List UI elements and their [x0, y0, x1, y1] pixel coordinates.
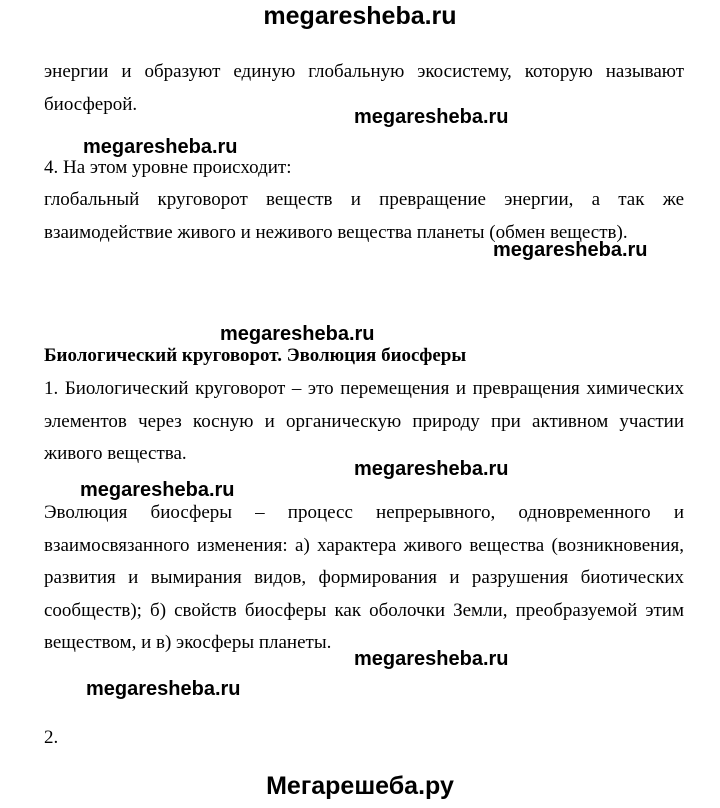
watermark: megaresheba.ru: [354, 106, 509, 128]
header-watermark: megaresheba.ru: [263, 2, 457, 30]
paragraph-biosphere: энергии и образуют единую глобальную экосистему, которую называют биосферой.: [44, 61, 684, 115]
watermark: megaresheba.ru: [354, 648, 509, 670]
watermark: megaresheba.ru: [354, 458, 509, 480]
watermark: megaresheba.ru: [220, 323, 375, 345]
watermark: megaresheba.ru: [80, 479, 235, 501]
item-4-label: 4. На этом уровне происходит:: [44, 157, 292, 178]
section-heading: Биологический круговорот. Эволюция биосферы: [44, 345, 467, 366]
watermark: megaresheba.ru: [83, 136, 238, 158]
item-2-label: 2.: [44, 727, 59, 748]
evolution-text: Эволюция биосферы – процесс непрерывного, одновременного и взаимосвязанного изменения: а) характера живого вещества (возникновения, развития и вымирания видов, формирования и разрушения биотических сообществ); б) свойств биосферы как оболочки Земли, преобразуемой этим веществом, и в) экосферы планеты.: [44, 502, 684, 653]
item-1-text: 1. Биологический круговорот – это перемещения и превращения химических элементов через косную и органическую природу при активном участии живого вещества.: [44, 378, 684, 464]
footer-watermark: Мегарешеба.ру: [266, 772, 454, 800]
watermark: megaresheba.ru: [493, 239, 648, 261]
item-4-text: глобальный круговорот веществ и превращение энергии, а так же взаимодействие живого и неживого вещества планеты (обмен веществ).: [44, 189, 684, 243]
watermark: megaresheba.ru: [86, 678, 241, 700]
